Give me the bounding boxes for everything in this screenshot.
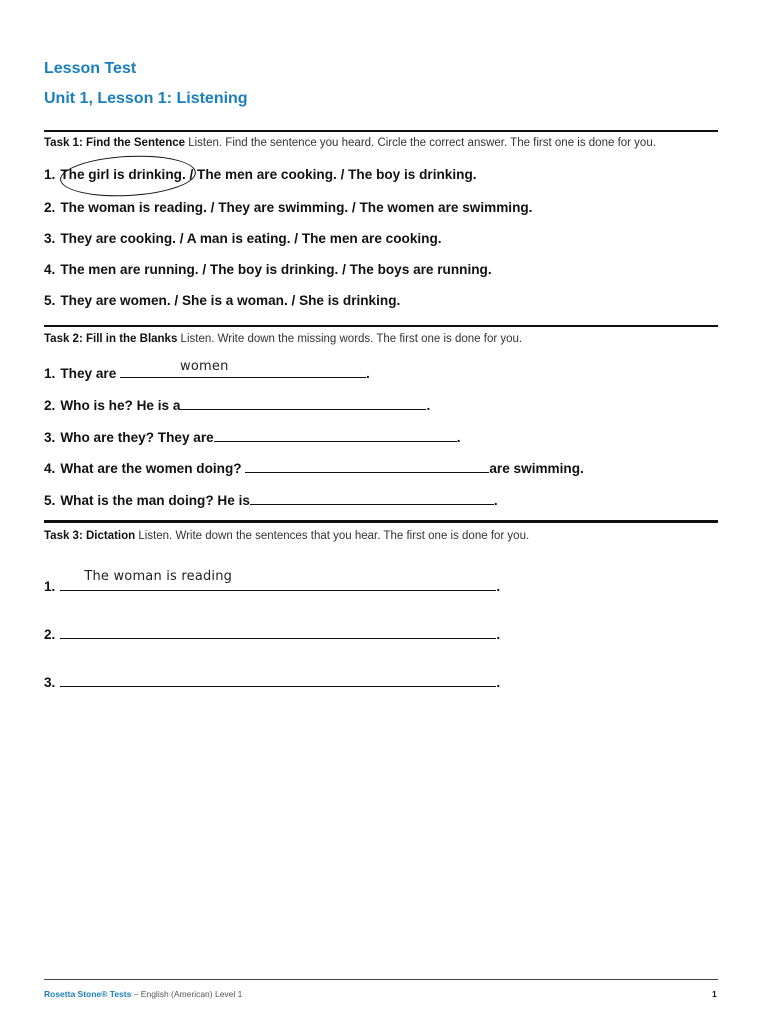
item-prompt: What are the women doing? <box>60 461 246 476</box>
footer-divider <box>44 979 718 980</box>
answer-blank[interactable] <box>120 359 366 378</box>
handwritten-answer: The woman is reading <box>84 569 233 584</box>
item-number: 2. <box>44 398 56 413</box>
item-number: 2. <box>44 627 56 642</box>
task2-item <box>44 427 460 445</box>
task1-instructions: Listen. Find the sentence you heard. Circle the correct answer. The first one is done for you. <box>185 137 656 149</box>
item-suffix: . <box>366 366 370 381</box>
item-text: The men are running. / The boy is drinking. / The boys are running. <box>60 262 492 277</box>
item-number: 1. <box>44 366 56 381</box>
page-number: 1 <box>712 989 717 999</box>
answer-blank[interactable] <box>214 427 457 442</box>
item-number: 3. <box>44 675 56 690</box>
item-prompt: Who are they? They are <box>60 430 214 445</box>
answer-blank[interactable] <box>245 458 489 473</box>
task3-item <box>44 672 500 690</box>
task2-heading-label: Task 2: Fill in the Blanks <box>44 333 178 345</box>
answer-circle-mark <box>59 152 197 199</box>
item-suffix: . <box>456 430 461 445</box>
task1-heading <box>44 137 656 149</box>
task1-heading-label: Task 1: Find the Sentence <box>44 137 186 149</box>
footer-text: – English (American) Level 1 <box>131 989 243 999</box>
item-number: 1. <box>44 579 56 594</box>
answer-blank[interactable] <box>180 395 426 410</box>
task1-item <box>44 200 532 215</box>
item-suffix: . <box>426 398 431 413</box>
task2-item <box>44 490 498 508</box>
page-title: Lesson Test <box>44 60 137 77</box>
item-number: 4. <box>44 461 56 476</box>
footer-brand: Rosetta Stone® Tests <box>44 989 132 999</box>
item-suffix: . <box>496 627 501 642</box>
item-text: The woman is reading. / They are swimming. / The women are swimming. <box>60 200 533 215</box>
task2-heading <box>44 333 522 345</box>
item-prompt: They are <box>60 366 121 381</box>
answer-blank[interactable] <box>60 624 496 639</box>
item-suffix: . <box>493 493 498 508</box>
answer-blank[interactable] <box>60 672 496 687</box>
task3-heading <box>44 530 529 542</box>
task3-item <box>44 569 501 594</box>
item-prompt: What is the man doing? He is <box>60 493 250 508</box>
task2-item <box>44 395 430 413</box>
item-suffix: . <box>496 675 501 690</box>
task1-item <box>44 262 492 277</box>
item-number: 3. <box>44 231 56 246</box>
item-number: 2. <box>44 200 56 215</box>
task3-divider <box>44 520 718 523</box>
item-text: They are women. / She is a woman. / She is drinking. <box>60 293 401 308</box>
answer-blank[interactable] <box>250 490 494 505</box>
item-number: 4. <box>44 262 56 277</box>
task3-heading-label: Task 3: Dictation <box>44 530 136 542</box>
page-subtitle: Unit 1, Lesson 1: Listening <box>44 90 248 107</box>
item-number: 3. <box>44 430 56 445</box>
footer <box>44 989 242 999</box>
task1-item <box>44 293 400 308</box>
item-number: 5. <box>44 493 56 508</box>
task2-instructions: Listen. Write down the missing words. The first one is done for you. <box>177 333 523 345</box>
item-text: The girl is drinking. / The men are cooking. / The boy is drinking. <box>60 167 477 182</box>
answer-blank[interactable] <box>60 569 496 591</box>
item-number: 5. <box>44 293 56 308</box>
item-number: 1. <box>44 167 56 182</box>
item-suffix: are swimming. <box>489 461 584 476</box>
task2-divider <box>44 325 718 327</box>
task1-divider <box>44 130 718 132</box>
handwritten-answer: women <box>180 359 229 374</box>
task2-item <box>44 458 584 476</box>
item-text: They are cooking. / A man is eating. / The men are cooking. <box>60 231 442 246</box>
task2-item <box>44 359 370 381</box>
task1-item <box>44 231 442 246</box>
task3-item <box>44 624 500 642</box>
task3-instructions: Listen. Write down the sentences that you hear. The first one is done for you. <box>135 530 530 542</box>
item-suffix: . <box>496 579 501 594</box>
item-prompt: Who is he? He is a <box>60 398 181 413</box>
